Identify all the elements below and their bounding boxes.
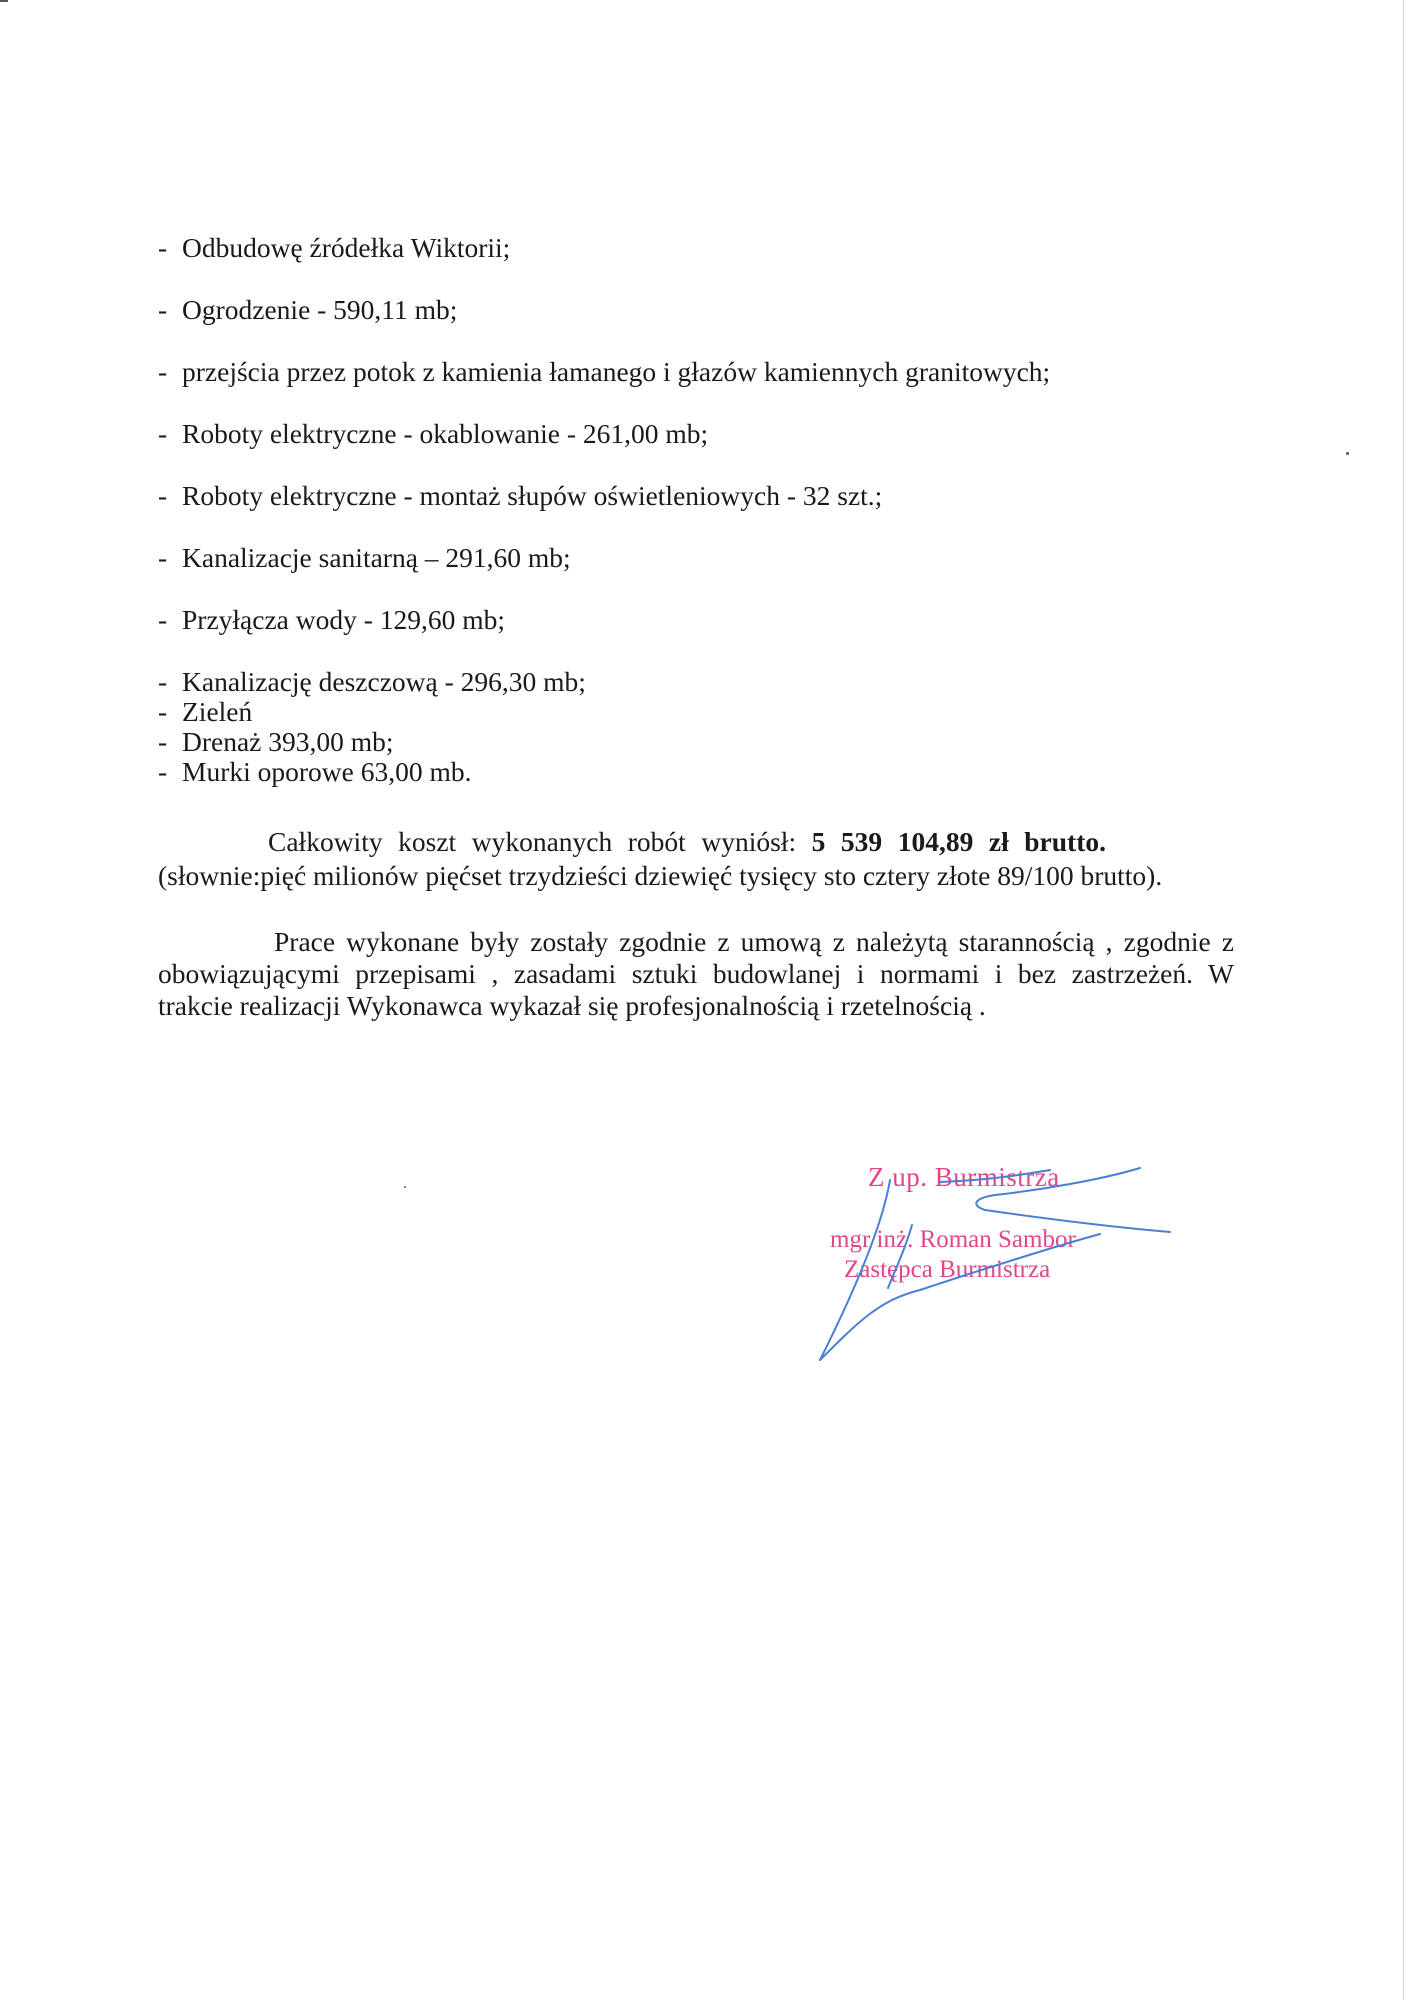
list-item-text: Kanalizacje sanitarną – 291,60 mb; — [182, 542, 571, 573]
scan-top-mark — [0, 0, 8, 2]
list-item-text: Zieleń — [182, 696, 253, 727]
list-item-text: Przyłącza wody - 129,60 mb; — [182, 604, 506, 635]
list-item — [158, 756, 472, 788]
list-item — [158, 666, 586, 698]
list-item — [158, 294, 457, 326]
list-dash: - — [158, 294, 168, 325]
scan-speck — [404, 1186, 406, 1188]
list-item — [158, 604, 505, 636]
total-cost-line — [268, 826, 1106, 858]
list-item-text: Kanalizację deszczową - 296,30 mb; — [182, 666, 586, 697]
list-dash: - — [158, 542, 168, 573]
statement-paragraph — [158, 926, 1234, 1022]
list-item-text: Odbudowę źródełka Wiktorii; — [182, 232, 511, 263]
list-item — [158, 418, 708, 450]
list-item — [158, 480, 882, 512]
list-item-text: przejścia przez potok z kamienia łamanego i głazów kamiennych granitowych; — [182, 356, 1051, 387]
statement-line: obowiązującymi przepisami , zasadami sztuki budowlanej i normami i bez zastrzeżeń. W — [158, 958, 1234, 989]
list-item — [158, 726, 394, 758]
total-cost-amount: 5 539 104,89 zł brutto. — [811, 826, 1106, 857]
list-dash: - — [158, 604, 168, 635]
list-item — [158, 542, 571, 574]
signature-stroke — [820, 1180, 890, 1360]
list-dash: - — [158, 666, 168, 697]
list-item-text: Murki oporowe 63,00 mb. — [182, 756, 472, 787]
list-item-text: Roboty elektryczne - montaż słupów oświetleniowych - 32 szt.; — [182, 480, 883, 511]
list-item-text: Roboty elektryczne - okablowanie - 261,00 mb; — [182, 418, 709, 449]
stamp-line: Z up. Burmistrza — [868, 1162, 1060, 1192]
signature-stroke — [888, 1225, 912, 1288]
list-dash: - — [158, 480, 168, 511]
list-dash: - — [158, 726, 168, 757]
list-dash: - — [158, 756, 168, 787]
statement-line: Prace wykonane były zostały zgodnie z umową z należytą starannością , zgodnie z — [274, 926, 1234, 957]
total-cost-label: Całkowity koszt wykonanych robót wyniósł: — [268, 826, 812, 857]
scan-speck — [1346, 452, 1349, 455]
list-dash: - — [158, 356, 168, 387]
list-item-text: Drenaż 393,00 mb; — [182, 726, 394, 757]
list-item-text: Ogrodzenie - 590,11 mb; — [182, 294, 458, 325]
signature-stroke — [940, 1170, 1050, 1182]
stamp-line: mgr inż. Roman Sambor — [830, 1226, 1076, 1253]
scan-edge — [1403, 0, 1404, 2000]
handwritten-signature — [800, 1150, 1200, 1370]
list-item — [158, 356, 1050, 388]
list-dash: - — [158, 232, 168, 263]
total-cost-in-words: (słownie:pięć milionów pięćset trzydzieści dziewięć tysięcy sto cztery złote 89/100 brutto). — [158, 860, 1163, 891]
list-item — [158, 232, 510, 264]
list-item — [158, 696, 252, 728]
statement-line: trakcie realizacji Wykonawca wykazał się profesjonalnością i rzetelnością . — [158, 990, 986, 1021]
list-dash: - — [158, 696, 168, 727]
stamp-line: Zastępca Burmistrza — [844, 1256, 1051, 1283]
list-dash: - — [158, 418, 168, 449]
signature-stroke — [820, 1234, 1100, 1360]
